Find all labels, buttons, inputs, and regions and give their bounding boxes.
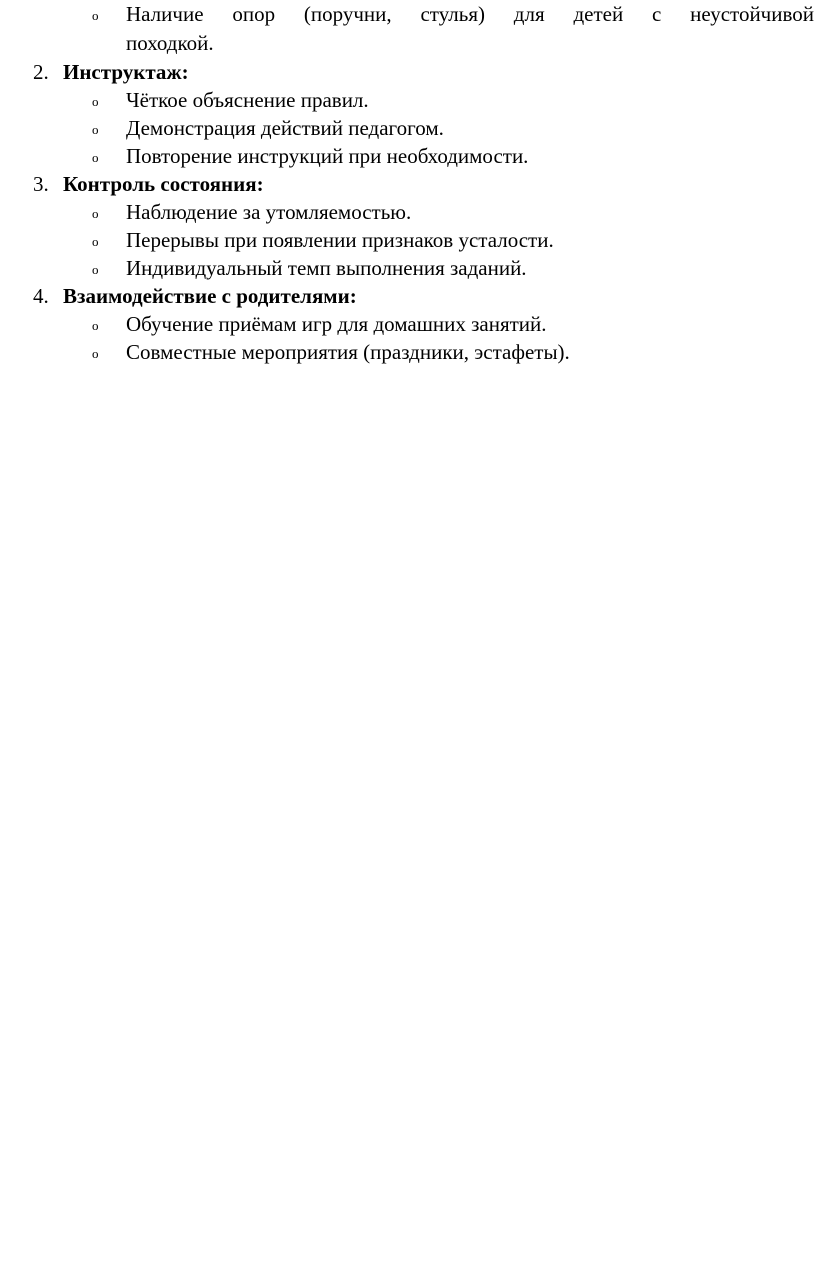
bullet-icon: o — [92, 8, 99, 23]
bullet-icon: o — [92, 122, 99, 137]
section-heading: Контроль состояния: — [63, 172, 264, 196]
bullet-icon: o — [92, 234, 99, 249]
bullet-icon: o — [92, 150, 99, 165]
bullet-icon: o — [92, 318, 99, 333]
list-item-text: Индивидуальный темп выполнения заданий. — [126, 256, 527, 280]
list-item-text: Наблюдение за утомляемостью. — [126, 200, 412, 224]
list-item-text: походкой. — [126, 31, 214, 55]
list-item-text: Перерывы при появлении признаков усталости. — [126, 228, 554, 252]
section-number: 4. — [33, 284, 49, 308]
list-item-text: Демонстрация действий педагогом. — [126, 116, 444, 140]
list-item-text: Совместные мероприятия (праздники, эстафеты). — [126, 340, 570, 364]
section-number: 2. — [33, 60, 49, 84]
section-heading: Взаимодействие с родителями: — [63, 284, 357, 308]
list-item-text: Повторение инструкций при необходимости. — [126, 144, 529, 168]
section-heading: Инструктаж: — [63, 60, 189, 84]
list-item-text: Чёткое объяснение правил. — [126, 88, 369, 112]
bullet-icon: o — [92, 206, 99, 221]
bullet-icon: o — [92, 94, 99, 109]
bullet-icon: o — [92, 346, 99, 361]
list-item-text: Наличие опор (поручни, стулья) для детей с неустойчивой — [126, 2, 814, 26]
section-number: 3. — [33, 172, 49, 196]
list-item-text: Обучение приёмам игр для домашних занятий. — [126, 312, 547, 336]
bullet-icon: o — [92, 262, 99, 277]
